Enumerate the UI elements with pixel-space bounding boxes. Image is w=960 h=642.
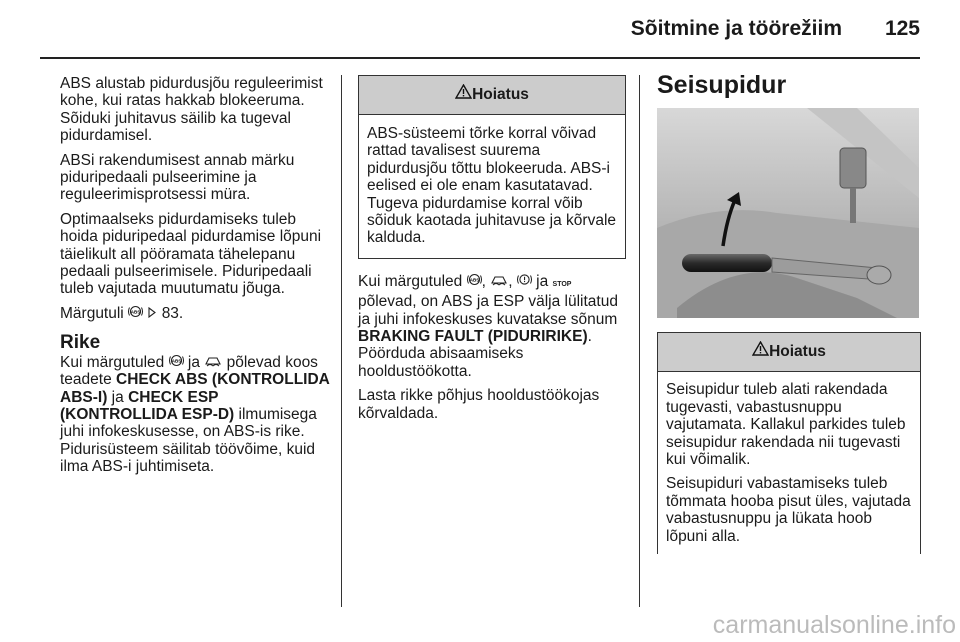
abs-lamp-icon bbox=[467, 273, 482, 290]
warning-header bbox=[359, 76, 625, 115]
message-text: CHECK ESP (KONTROLLIDA ESP-D) bbox=[60, 388, 235, 423]
column-divider bbox=[639, 75, 640, 607]
text: Märgutuli bbox=[60, 304, 124, 322]
text: ja bbox=[111, 388, 124, 406]
page-number: 125 bbox=[884, 17, 920, 40]
text: ja bbox=[187, 353, 200, 371]
svg-text:ABS: ABS bbox=[130, 309, 141, 315]
text: Kui märgutuled bbox=[358, 272, 463, 290]
paragraph bbox=[60, 354, 330, 476]
text: põlevad, on ABS ja ESP välja lülitatud ja juhi infokeskuses kuvatakse sõnum bbox=[358, 293, 618, 328]
reference-arrow-icon bbox=[147, 305, 157, 322]
text: ja bbox=[536, 272, 549, 290]
warning-box bbox=[657, 332, 921, 554]
column-divider bbox=[341, 75, 342, 607]
svg-text:ABS: ABS bbox=[469, 277, 479, 283]
paragraph: Lasta rikke põhjus hooldustöökojas kõrvaldada. bbox=[358, 387, 600, 422]
warning-triangle-icon bbox=[455, 76, 472, 114]
column-1 bbox=[60, 75, 330, 483]
paragraph bbox=[60, 305, 330, 322]
parking-brake-illustration bbox=[657, 108, 919, 318]
page-reference: 83. bbox=[161, 304, 184, 322]
column-2 bbox=[358, 75, 626, 429]
page-header bbox=[0, 0, 960, 60]
section-heading: Seisupidur bbox=[657, 71, 787, 99]
warning-text: ABS-süsteemi tõrke korral võivad rattad tavalisest suurema pidurdusjõu tõttu blokeeruda. ABS-i eelised ei ole enam kasutatavad. Tugeva pidurdamise korral võib sõiduk kaotada juhitavuse ja kõrvale kalduda. bbox=[367, 125, 617, 247]
esp-lamp-icon bbox=[204, 354, 222, 371]
message-text: CHECK ABS (KONTROLLIDA ABS-I) bbox=[60, 371, 330, 406]
text: . Pöörduda abisaamiseks hooldustöökotta. bbox=[358, 328, 592, 380]
svg-text:ABS: ABS bbox=[171, 357, 181, 363]
warning-text: Seisupidur tuleb alati rakendada tugevasti, vabastusnuppu vajutamata. Kallakul parkides tuleb seisupidur rakendada nii tugevasti kui võimalik. bbox=[666, 381, 906, 469]
warning-body bbox=[359, 115, 625, 258]
page-title: Sõitmine ja töörežiim bbox=[630, 17, 842, 40]
text: põlevad koos teadete bbox=[60, 353, 318, 389]
abs-lamp-icon bbox=[128, 305, 143, 322]
paragraph: Kui märgutuled ABS , , ja STOP põlevad, on ABS ja ESP välja lülitatud ja juhi infokeskuses kuvatakse sõnum BRAKING FAULT (PIDURIRIKE). Pöörduda abisaamiseks hooldustöökotta. bbox=[358, 272, 618, 380]
abs-lamp-icon bbox=[169, 354, 184, 371]
paragraph: ABS alustab pidurdusjõu reguleerimist kohe, kui ratas hakkab blokeeruma. Sõiduki juhitavus säilib ka tugeval pidurdamisel. bbox=[60, 75, 323, 145]
stop-lamp-label: STOP bbox=[552, 280, 572, 288]
paragraph: Optimaalseks pidurdamiseks tuleb hoida piduripedaal pidurdamise lõpuni täielikult all pööramata tähelepanu pedaali pulseerimisele. Piduripedaali tuleb vajutada muutumatu jõuga. bbox=[60, 210, 322, 298]
watermark: carmanualsonline.info bbox=[712, 611, 956, 639]
paragraph: ABSi rakendumisest annab märku piduripedaali pulseerimine ja reguleerimisprotsessi müra. bbox=[60, 151, 295, 204]
warning-triangle-icon bbox=[752, 333, 769, 371]
brake-lamp-icon bbox=[517, 273, 532, 290]
column-3 bbox=[657, 71, 921, 553]
warning-text: Seisupiduri vabastamiseks tuleb tõmmata hooba pisut üles, vajutada vabastusnuppu ja lükata hoob lõpuni alla. bbox=[666, 475, 911, 545]
warning-header bbox=[658, 333, 920, 372]
esp-lamp-icon bbox=[490, 273, 508, 290]
warning-box bbox=[358, 75, 626, 259]
text: ilmumisega juhi infokeskusesse, on ABS-is rike. Pidurisüsteem säilitab töövõime, kuid ilma ABS-i juhtimiseta. bbox=[60, 405, 317, 476]
warning-body bbox=[657, 371, 921, 554]
section-heading: Rike bbox=[60, 332, 101, 354]
message-text: BRAKING FAULT (PIDURIRIKE) bbox=[358, 328, 588, 346]
header-rule bbox=[40, 57, 920, 59]
warning-title: Hoiatus bbox=[472, 86, 529, 103]
warning-title: Hoiatus bbox=[769, 343, 826, 361]
text: Kui märgutuled bbox=[60, 353, 165, 371]
